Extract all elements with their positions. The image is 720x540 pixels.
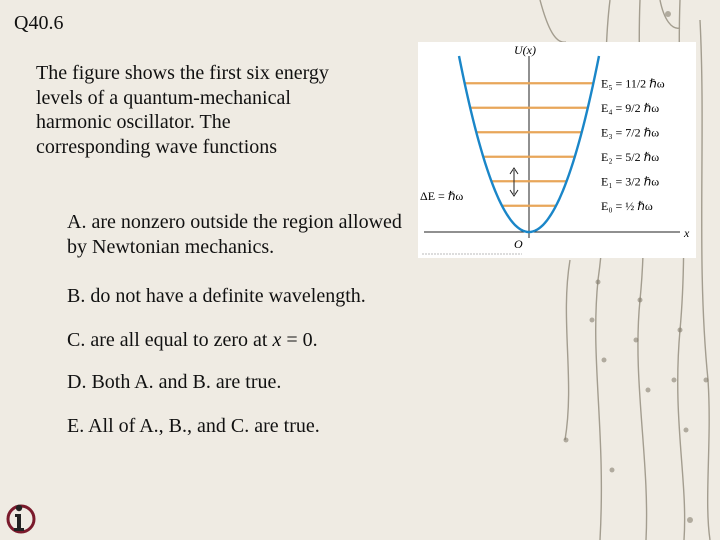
origin-label: O (514, 237, 523, 251)
delta-e-label: ΔE = ℏω (420, 189, 464, 203)
level-label-E2: E₂ = 5/2 ℏω (601, 149, 660, 164)
question-stem: The figure shows the first six energy levels of a quantum-mechanical harmonic oscillator. The corresponding wave functions (36, 62, 329, 158)
level-label-E1: E₁ = 3/2 ℏω (601, 174, 660, 189)
option-d: D. Both A. and B. are true. (67, 371, 282, 393)
level-label-E3: E₃ = 7/2 ℏω (601, 125, 660, 140)
option-c-suffix: = 0. (286, 329, 318, 351)
x-axis-label: x (684, 226, 690, 240)
option-b: B. do not have a definite wavelength. (67, 285, 366, 307)
option-c-variable: x (272, 329, 282, 351)
option-a: A. are nonzero outside the region allowed by Newtonian mechanics. (67, 211, 402, 258)
level-labels (601, 76, 665, 213)
option-e: E. All of A., B., and C. are true. (67, 415, 320, 437)
clicker-logo-icon (4, 500, 36, 534)
level-label-E0: E₀ = ½ ℏω (601, 198, 653, 213)
question-number: Q40.6 (14, 12, 64, 34)
option-c-text: C. are all equal to zero at (67, 329, 268, 351)
level-label-E4: E₄ = 9/2 ℏω (601, 100, 660, 115)
energy-level-diagram (418, 42, 696, 258)
option-c (67, 328, 318, 353)
level-label-E5: E₅ = 11/2 ℏω (601, 76, 665, 91)
y-axis-label: U(x) (514, 43, 536, 57)
energy-level-figure (418, 42, 696, 258)
